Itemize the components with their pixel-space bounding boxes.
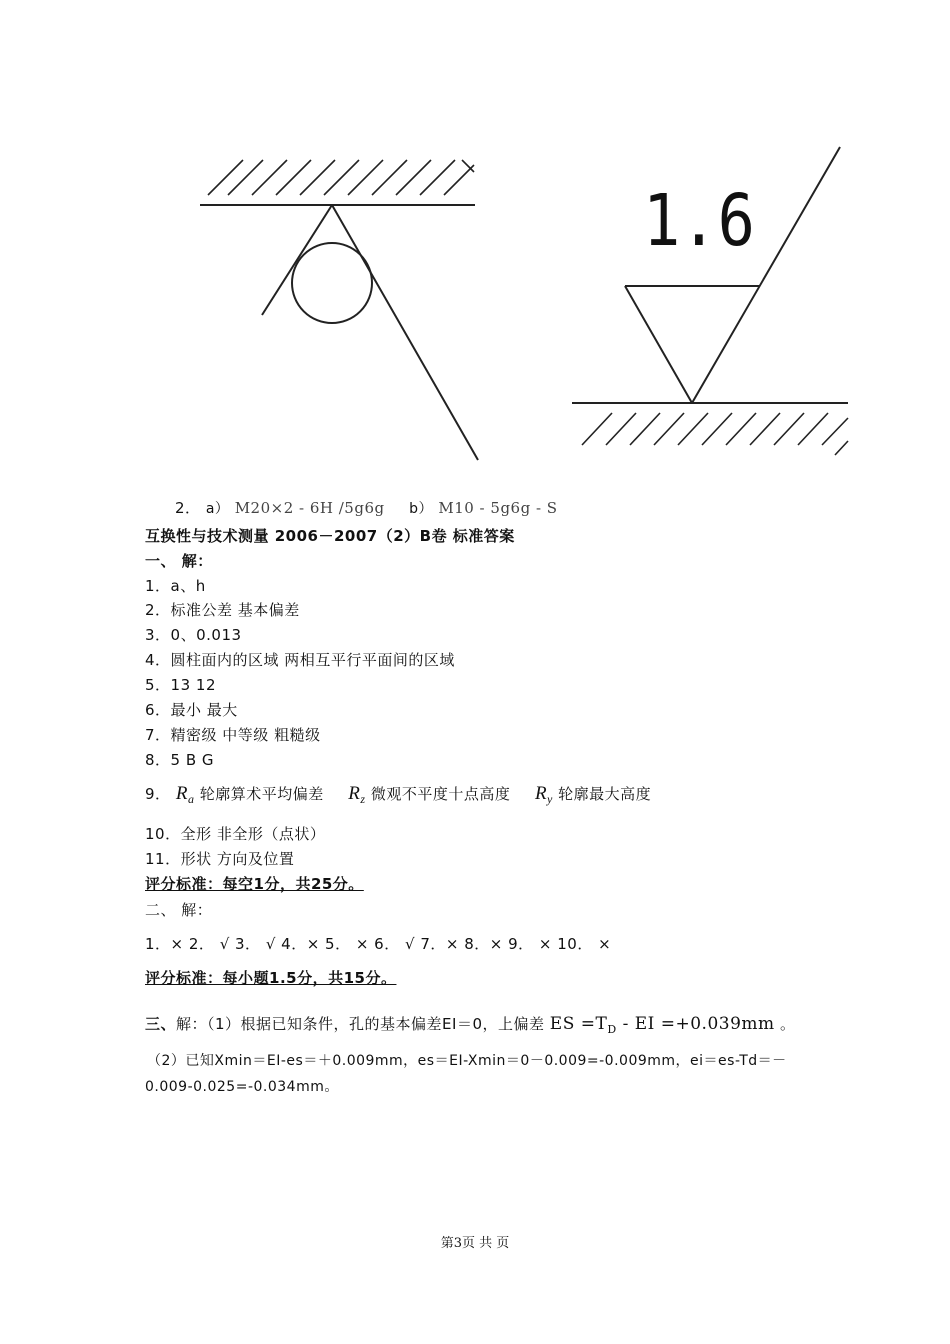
right-symbol-left-leg [625, 286, 692, 403]
roughness-value-label: 1.6 [643, 178, 755, 263]
section1-item: 8．5 B G [145, 751, 215, 769]
section1-item: 3．0、0.013 [145, 626, 242, 644]
thread-a-text: M20×2 - 6H /5g6g [234, 499, 385, 517]
section2-heading: 二、 解： [145, 901, 213, 919]
section3-line1: 三、解：（1）根据已知条件，孔的基本偏差EI＝0，上偏差 ES $=T_D$ - EI =+0.039mm 。 [145, 1014, 796, 1036]
ra-symbol: R [175, 783, 188, 804]
section3-line2: （2）已知Xmin＝EI-es＝＋0.009mm，es＝EI-Xmin＝0－0.009=-0.009mm，ei＝es-Td＝－ [147, 1053, 787, 1069]
roughness-symbol-figures [0, 0, 950, 480]
section1-item: 5．13 12 [145, 676, 216, 694]
section1-item: 4．圆柱面内的区域 两相互平行平面间的区域 [145, 651, 455, 669]
section3-line3: 0.009-0.025=-0.034mm。 [145, 1079, 339, 1095]
section1-item: 1．a、h [145, 577, 206, 595]
section1-item: 6．最小 最大 [145, 701, 238, 719]
section3-heading: 三、 [145, 1015, 177, 1033]
section2-scoring: 评分标准：每小题1.5分，共15分。 [145, 969, 397, 987]
left-symbol-long-leg [332, 205, 478, 460]
left-symbol-short-leg [262, 205, 332, 315]
ry-symbol: R [534, 783, 548, 804]
thread-b-text: M10 - 5g6g - S [438, 499, 558, 517]
section2-answers: 1．× 2． √ 3． √ 4．× 5． × 6． √ 7．× 8．× 9． × 10． × [145, 935, 612, 953]
section1-item-9: 9． $R_a$ 轮廓算术平均偏差 $R_z$ 微观不平度十点高度 $R_y$ 轮廓最大高度 [145, 783, 652, 806]
section1-item: 7．精密级 中等级 粗糙级 [145, 726, 321, 744]
page-title: 互换性与技术测量 2006－2007（2）B卷 标准答案 [145, 527, 515, 545]
thread-item-number: 2． [175, 499, 201, 517]
thread-designation-line [175, 498, 558, 519]
right-hatching [582, 413, 848, 455]
thread-b-tag: b） [409, 501, 434, 517]
section1-scoring: 评分标准：每空1分，共25分。 [145, 875, 364, 893]
left-figure [200, 160, 478, 460]
section1-item: 2．标准公差 基本偏差 [145, 601, 300, 619]
section1-item: 10．全形 非全形（点状） [145, 825, 326, 843]
left-hatching [208, 160, 474, 195]
es-formula: ES $=T_D$ - EI =+0.039mm [549, 1014, 775, 1036]
left-symbol-circle [292, 243, 372, 323]
section1-item: 11．形状 方向及位置 [145, 850, 295, 868]
page-footer: 第3页 共 页 [440, 1236, 510, 1251]
thread-a-tag: a） [205, 501, 230, 517]
section1-heading: 一、 解： [145, 552, 213, 570]
rz-symbol: R [348, 783, 361, 804]
